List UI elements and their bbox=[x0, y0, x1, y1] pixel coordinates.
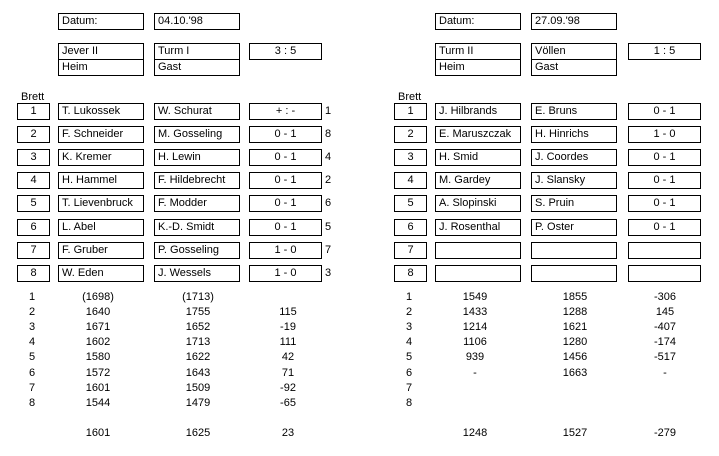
rating-diff: 71 bbox=[281, 367, 295, 379]
board-order-number: 4 bbox=[325, 151, 332, 163]
game-result-field[interactable]: 0 - 1 bbox=[628, 195, 701, 212]
board-number: 8 bbox=[17, 265, 50, 282]
home-label: Heim bbox=[435, 59, 521, 76]
away-rating: 1652 bbox=[185, 321, 211, 333]
home-rating: 1549 bbox=[462, 291, 488, 303]
away-label: Gast bbox=[531, 59, 617, 76]
rating-diff: -65 bbox=[280, 397, 296, 409]
away-player-field[interactable]: M. Gosseling bbox=[154, 126, 240, 143]
away-player-field[interactable]: J. Slansky bbox=[531, 172, 617, 189]
total-rating-diff: 23 bbox=[281, 427, 295, 439]
away-player-field[interactable]: P. Oster bbox=[531, 219, 617, 236]
right-match-panel bbox=[377, 0, 719, 456]
home-player-field[interactable]: A. Slopinski bbox=[435, 195, 521, 212]
away-team-field[interactable]: Turm I bbox=[154, 43, 240, 60]
rating-board-number: 8 bbox=[28, 397, 36, 409]
total-rating-diff: -279 bbox=[653, 427, 677, 439]
rating-board-number: 5 bbox=[28, 351, 36, 363]
game-result-field[interactable]: 0 - 1 bbox=[628, 219, 701, 236]
board-order-number: 1 bbox=[325, 105, 332, 117]
rating-board-number: 7 bbox=[405, 382, 413, 394]
home-player-field[interactable]: J. Hilbrands bbox=[435, 103, 521, 120]
rating-board-number: 5 bbox=[405, 351, 413, 363]
home-player-field[interactable]: J. Rosenthal bbox=[435, 219, 521, 236]
rating-board-number: 3 bbox=[405, 321, 413, 333]
away-rating: 1713 bbox=[185, 336, 211, 348]
board-number: 8 bbox=[394, 265, 427, 282]
away-rating: 1509 bbox=[185, 382, 211, 394]
rating-board-number: 7 bbox=[28, 382, 36, 394]
rating-board-number: 1 bbox=[405, 291, 413, 303]
home-player-field[interactable] bbox=[435, 242, 521, 259]
away-player-field[interactable]: J. Wessels bbox=[154, 265, 240, 282]
away-player-field[interactable]: S. Pruin bbox=[531, 195, 617, 212]
away-player-field[interactable]: H. Lewin bbox=[154, 149, 240, 166]
home-rating: - bbox=[473, 367, 477, 379]
away-player-field[interactable]: W. Schurat bbox=[154, 103, 240, 120]
away-player-field[interactable] bbox=[531, 242, 617, 259]
away-rating: 1456 bbox=[562, 351, 588, 363]
home-player-field[interactable]: H. Smid bbox=[435, 149, 521, 166]
rating-diff: 115 bbox=[279, 306, 297, 318]
away-team-field[interactable]: Völlen bbox=[531, 43, 617, 60]
board-header: Brett bbox=[398, 91, 422, 103]
total-away-rating: 1527 bbox=[562, 427, 588, 439]
match-score-field[interactable]: 1 : 5 bbox=[628, 43, 701, 60]
home-player-field[interactable] bbox=[435, 265, 521, 282]
game-result-field[interactable]: + : - bbox=[249, 103, 322, 120]
away-rating: 1643 bbox=[185, 367, 211, 379]
game-result-field[interactable] bbox=[628, 242, 701, 259]
away-rating: (1713) bbox=[182, 291, 214, 303]
board-order-number: 3 bbox=[325, 267, 332, 279]
away-rating: 1621 bbox=[562, 321, 588, 333]
home-team-field[interactable]: Turm II bbox=[435, 43, 521, 60]
away-label: Gast bbox=[154, 59, 240, 76]
home-player-field[interactable]: H. Hammel bbox=[58, 172, 144, 189]
board-order-number: 6 bbox=[325, 197, 332, 209]
board-header: Brett bbox=[21, 91, 45, 103]
game-result-field[interactable]: 0 - 1 bbox=[249, 126, 322, 143]
away-player-field[interactable] bbox=[531, 265, 617, 282]
away-rating: 1755 bbox=[185, 306, 211, 318]
home-player-field[interactable]: F. Schneider bbox=[58, 126, 144, 143]
rating-board-number: 4 bbox=[405, 336, 413, 348]
rating-diff: -174 bbox=[653, 336, 677, 348]
home-player-field[interactable]: F. Gruber bbox=[58, 242, 144, 259]
away-rating: 1479 bbox=[185, 397, 211, 409]
away-rating: 1622 bbox=[185, 351, 211, 363]
board-order-number: 2 bbox=[325, 174, 332, 186]
board-number: 6 bbox=[17, 219, 50, 236]
total-away-rating: 1625 bbox=[185, 427, 211, 439]
board-number: 5 bbox=[394, 195, 427, 212]
away-rating: 1663 bbox=[562, 367, 588, 379]
date-field[interactable]: 27.09.'98 bbox=[531, 13, 617, 30]
game-result-field[interactable]: 0 - 1 bbox=[628, 103, 701, 120]
game-result-field[interactable]: 0 - 1 bbox=[249, 149, 322, 166]
date-label: Datum: bbox=[435, 13, 521, 30]
board-number: 7 bbox=[394, 242, 427, 259]
away-rating: 1855 bbox=[562, 291, 588, 303]
rating-board-number: 6 bbox=[28, 367, 36, 379]
away-player-field[interactable]: H. Hinrichs bbox=[531, 126, 617, 143]
match-score-field[interactable]: 3 : 5 bbox=[249, 43, 322, 60]
home-player-field[interactable]: E. Maruszczak bbox=[435, 126, 521, 143]
home-rating: 1106 bbox=[463, 336, 487, 348]
rating-diff: - bbox=[663, 367, 667, 379]
rating-diff: 42 bbox=[281, 351, 295, 363]
away-player-field[interactable]: P. Gosseling bbox=[154, 242, 240, 259]
board-number: 5 bbox=[17, 195, 50, 212]
game-result-field[interactable]: 0 - 1 bbox=[628, 149, 701, 166]
game-result-field[interactable]: 0 - 1 bbox=[628, 172, 701, 189]
board-number: 1 bbox=[394, 103, 427, 120]
rating-diff: 145 bbox=[655, 306, 675, 318]
rating-board-number: 1 bbox=[28, 291, 36, 303]
away-player-field[interactable]: F. Hildebrecht bbox=[154, 172, 240, 189]
rating-diff: -92 bbox=[280, 382, 296, 394]
away-rating: 1288 bbox=[562, 306, 588, 318]
board-number: 2 bbox=[394, 126, 427, 143]
total-home-rating: 1601 bbox=[85, 427, 111, 439]
rating-board-number: 6 bbox=[405, 367, 413, 379]
rating-diff: -407 bbox=[653, 321, 677, 333]
rating-board-number: 4 bbox=[28, 336, 36, 348]
away-player-field[interactable]: E. Bruns bbox=[531, 103, 617, 120]
home-player-field[interactable]: K. Kremer bbox=[58, 149, 144, 166]
board-number: 7 bbox=[17, 242, 50, 259]
home-rating: 1671 bbox=[85, 321, 111, 333]
home-player-field[interactable]: T. Lukossek bbox=[58, 103, 144, 120]
board-order-number: 8 bbox=[325, 128, 332, 140]
rating-board-number: 2 bbox=[28, 306, 36, 318]
rating-board-number: 3 bbox=[28, 321, 36, 333]
home-team-field[interactable]: Jever II bbox=[58, 43, 144, 60]
home-rating: 1572 bbox=[85, 367, 111, 379]
rating-board-number: 8 bbox=[405, 397, 413, 409]
game-result-field[interactable]: 1 - 0 bbox=[249, 265, 322, 282]
home-rating: 1640 bbox=[85, 306, 111, 318]
game-result-field[interactable]: 1 - 0 bbox=[628, 126, 701, 143]
home-player-field[interactable]: L. Abel bbox=[58, 219, 144, 236]
board-number: 6 bbox=[394, 219, 427, 236]
board-order-number: 7 bbox=[325, 244, 332, 256]
board-number: 4 bbox=[17, 172, 50, 189]
board-number: 1 bbox=[17, 103, 50, 120]
board-number: 4 bbox=[394, 172, 427, 189]
home-rating: 1602 bbox=[85, 336, 111, 348]
date-field[interactable]: 04.10.'98 bbox=[154, 13, 240, 30]
board-order-number: 5 bbox=[325, 221, 332, 233]
home-rating: 1214 bbox=[462, 321, 488, 333]
away-player-field[interactable]: F. Modder bbox=[154, 195, 240, 212]
rating-diff: -306 bbox=[653, 291, 677, 303]
game-result-field[interactable]: 0 - 1 bbox=[249, 172, 322, 189]
home-rating: (1698) bbox=[82, 291, 114, 303]
home-rating: 1544 bbox=[85, 397, 111, 409]
away-player-field[interactable]: J. Coordes bbox=[531, 149, 617, 166]
date-label: Datum: bbox=[58, 13, 144, 30]
home-player-field[interactable]: T. Lievenbruck bbox=[58, 195, 144, 212]
total-home-rating: 1248 bbox=[462, 427, 488, 439]
away-player-field[interactable]: K.-D. Smidt bbox=[154, 219, 240, 236]
home-rating: 939 bbox=[465, 351, 485, 363]
board-number: 2 bbox=[17, 126, 50, 143]
board-number: 3 bbox=[394, 149, 427, 166]
rating-diff: -517 bbox=[653, 351, 677, 363]
home-player-field[interactable]: M. Gardey bbox=[435, 172, 521, 189]
home-rating: 1580 bbox=[85, 351, 111, 363]
game-result-field[interactable]: 0 - 1 bbox=[249, 195, 322, 212]
away-rating: 1280 bbox=[562, 336, 588, 348]
rating-board-number: 2 bbox=[405, 306, 413, 318]
home-label: Heim bbox=[58, 59, 144, 76]
rating-diff: 111 bbox=[279, 336, 297, 348]
game-result-field[interactable]: 0 - 1 bbox=[249, 219, 322, 236]
game-result-field[interactable] bbox=[628, 265, 701, 282]
board-number: 3 bbox=[17, 149, 50, 166]
rating-diff: -19 bbox=[280, 321, 296, 333]
game-result-field[interactable]: 1 - 0 bbox=[249, 242, 322, 259]
home-rating: 1601 bbox=[85, 382, 111, 394]
home-rating: 1433 bbox=[462, 306, 488, 318]
home-player-field[interactable]: W. Eden bbox=[58, 265, 144, 282]
